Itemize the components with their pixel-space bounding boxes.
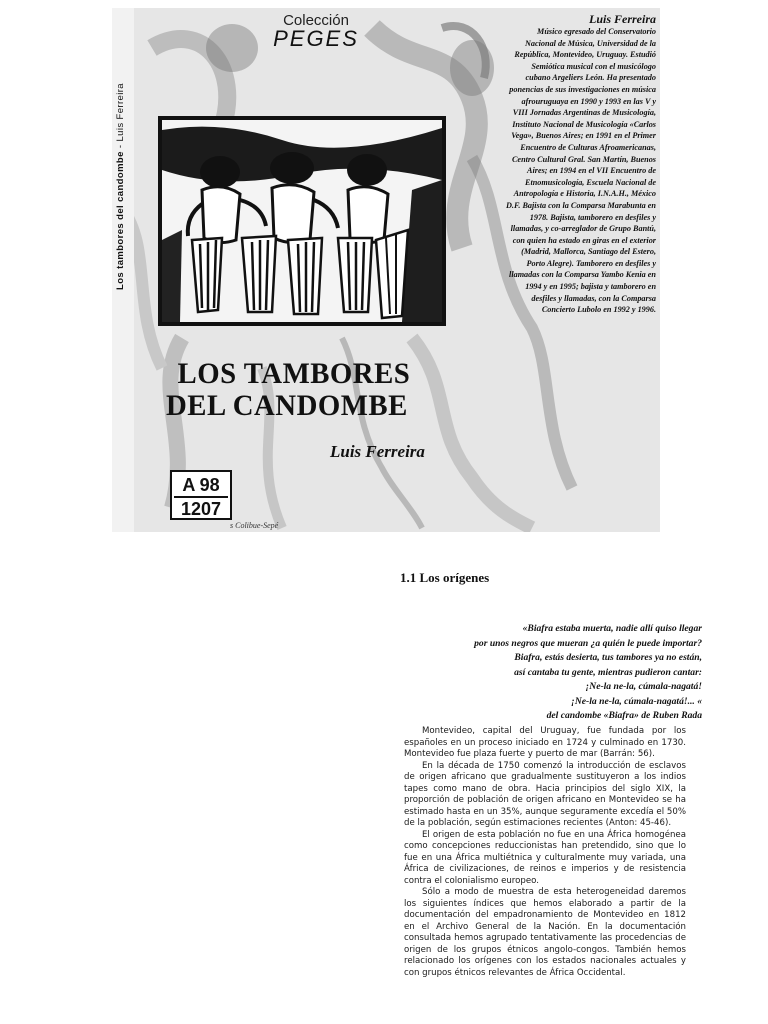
spine-author: - Luis Ferreira [115,83,126,152]
call-number-line-2: 1207 [180,499,222,519]
cover-author: Luis Ferreira [330,442,425,461]
bio-author-name: Luis Ferreira [588,12,656,26]
book-title-line-1: LOS TAMBORES [177,357,411,390]
spine-title: Los tambores del candombe - Luis Ferreira [115,83,126,290]
book-spine [112,8,134,532]
epigraph-attribution: del candombe «Biafra» de Ruben Rada [546,710,702,721]
book-cover [112,8,660,532]
author-bio [506,8,656,532]
epigraph-line: ¡Ne-la ne-la, cúmala-nagatá! [585,681,702,692]
epigraph-line: ¡Ne-la ne-la, cúmala-nagatá!... « [571,695,702,707]
paragraph: El origen de esta población no fue en una África homogénea como concepciones reduccionistas han pretendido, sino que lo fue en una África multiétnica y culturalmente muy variada, una África de civilizaciones, de reinos e imperios y de resistencia contra el colonialismo europeo. [404,829,686,886]
epigraph-line: así cantaba tu gente, mientras pudieron cantar: [514,666,702,678]
chapter-body [404,726,686,979]
paragraph: Sólo a modo de muestra de esta heterogeneidad daremos los siguientes índices que hemos elaborado a partir de la documentación del empadronamiento de Montevideo en 1812 en el Archivo General de la Nación. En la documentación consultada hemos agrupado tentativamente las procedencias de origen de los grupos étnicos angolo-congos. También hemos relacionado los orígenes con los estados nacionales actuales y con grupos étnicos relevantes de África Occidental. [404,887,686,978]
call-number-line-1: A 98 [182,475,220,495]
collection-label: Colección [283,12,349,29]
paragraph: En la década de 1750 comenzó la introducción de esclavos de origen africano que gradualmente sustituyeron a los indios tapes como mano de obra. Hacia principios del siglo XIX, la proporción de población de origen africano en Montevideo se ha estimado hasta en un 35%, aunque seguramente excedía el 50% de la población, según estimaciones recientes (Anton: 45-46). [404,760,686,828]
bio-text: Músico egresado del Conservatorio Nacional de Música, Universidad de la República, Montevideo, Uruguay. Estudió Semiótica musical con el musicólogo cubano Argeliers León. Ha presentado ponencias de sus investigaciones en música afrouruguaya en 1990 y 1993 en las V y VIII Jornadas Argentinas de Musicología, Instituto Nacional de Musicología «Carlos Vega», Buenos Aires; en 1991 en el Primer Encuentro de Culturas Afroamericanas, Centro Cultural Gral. San Martín, Buenos Aires; en 1994 en el VII Encuentro de Etnomusicología, Escuela Nacional de Antropología e Historia, I.N.A.H., México D.F. Bajista con la Comparsa Marabunta en 1978. Bajista, tamborero en desfiles y llamadas, y co-arreglador de Grupo Bantú, con quien ha estado en giras en el exterior (Madrid, Mallorca, Santiago del Estero, Porto Alegre). Tamborero en desfiles y llamadas con la Comparsa Yambo Kenia en 1994 y en 1995; bajista y tamborero en desfiles y llamadas, con la Comparsa Concierto Lubolo en 1992 y 1996. [506,27,656,315]
epigraph-line: «Biafra estaba muerta, nadie allí quiso llegar [522,623,702,634]
publisher-label: s Colibue-Sepé [230,521,279,530]
epigraph-line: Biafra, estás desierta, tus tambores ya no están, [514,652,702,663]
cover-illustration [158,116,446,326]
paragraph: Montevideo, capital del Uruguay, fue fundada por los españoles en un proceso iniciado en 1724 y culminado en 1730. Montevideo fue plaza fuerte y puerto de mar (Barrán: 56). [404,726,686,759]
library-call-number [170,470,232,520]
chapter-title: 1.1 Los orígenes [400,570,490,585]
book-title-line-2: DEL CANDOMBE [166,389,408,422]
epigraph [420,622,702,724]
series-name: PEGES [273,26,359,51]
book-title [166,358,444,422]
drummers-illustration [162,120,442,322]
epigraph-line: por unos negros que mueran ¿a quién le puede importar? [474,637,702,649]
